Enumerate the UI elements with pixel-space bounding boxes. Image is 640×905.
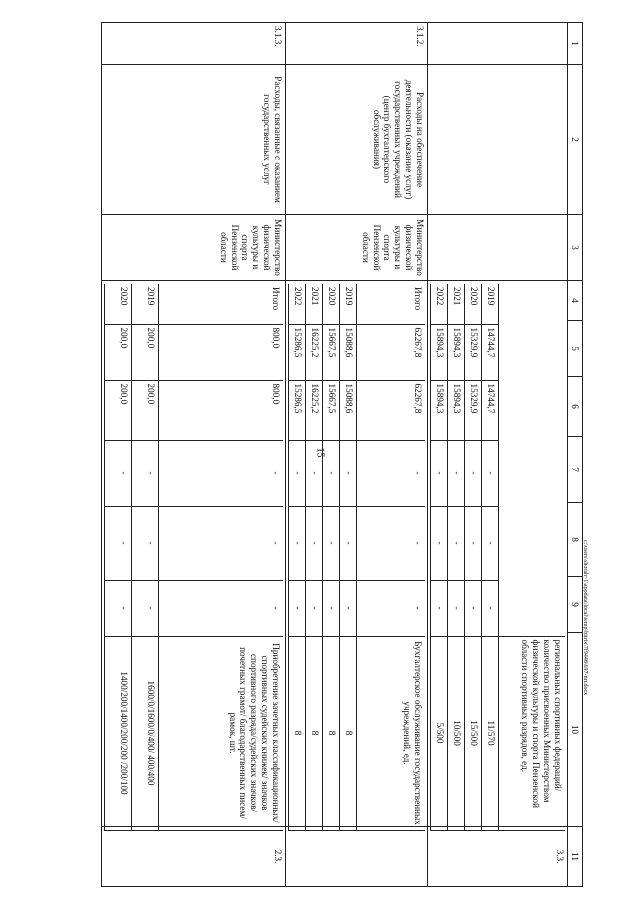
amount-cell: 200,0 <box>132 324 159 380</box>
amount-cell: - <box>159 440 284 506</box>
amount-cell: 15329,9 <box>465 324 482 380</box>
header-col-7: 7 <box>568 437 583 503</box>
year-cell: 2022 <box>431 284 448 324</box>
amount-cell: 15894,3 <box>431 324 448 380</box>
amount-cell: 14744,7 <box>482 324 499 380</box>
amount-cell: - <box>132 580 159 636</box>
cont-values-cell <box>428 281 568 827</box>
amount-cell: - <box>105 580 132 636</box>
amount-cell: - <box>306 440 323 506</box>
amount-cell: 15329,9 <box>465 380 482 440</box>
amount-cell: - <box>357 440 426 506</box>
item-name: Расходы, связанные с оказанием государственных услуг <box>102 65 286 215</box>
item-values-cell <box>286 281 428 827</box>
header-col-9: 9 <box>568 577 583 633</box>
amount-cell: 800,0 <box>159 380 284 440</box>
cont-indicator-text: региональных спортивных федераций/количество присвоенных Министерством физической культуры и спорта Пензенской области спортивных разрядов, ед. <box>499 636 566 830</box>
program-table <box>101 22 583 887</box>
amount-cell: - <box>323 440 340 506</box>
item-ref-cell: 2.3. <box>102 827 286 887</box>
amount-cell: - <box>306 580 323 636</box>
header-col-6: 6 <box>568 377 583 437</box>
amount-cell: - <box>159 580 284 636</box>
indicator-text: Приобретение зачетных классификационных/ спортивных судейских книжек/ значков спортивного разряда/судейских значков/почетных грамот/ благодарственных писем/рамок, шт. <box>159 636 284 830</box>
table-row <box>340 284 357 830</box>
amount-cell: - <box>289 580 306 636</box>
indicator-text: Бухгалтерское обслуживание государственных учреждений, ед. <box>357 636 426 830</box>
amount-cell: 15088,6 <box>340 380 357 440</box>
amount-cell: 15894,3 <box>431 380 448 440</box>
item-subtable <box>288 284 425 831</box>
amount-cell: - <box>132 440 159 506</box>
item-name: Расходы на обеспечение деятельности (оказание услуг) государственных учреждений (центр бухгалтерского обслуживания) <box>286 65 428 215</box>
amount-cell: - <box>323 506 340 580</box>
amount-cell: - <box>357 506 426 580</box>
amount-cell: 15088,6 <box>340 324 357 380</box>
table-row <box>105 284 132 830</box>
program-table-wrapper <box>65 22 640 886</box>
program-item-3-1-2 <box>286 23 428 887</box>
header-col-8: 8 <box>568 503 583 577</box>
amount-cell: - <box>431 440 448 506</box>
amount-cell: - <box>105 440 132 506</box>
table-row <box>465 284 482 830</box>
footer-file-path: c:\users\shorah~1\appdata\local\temp\bitrix\7f9448\697-пп.docx <box>582 540 588 696</box>
amount-cell: 15894,3 <box>448 324 465 380</box>
amount-cell: - <box>482 440 499 506</box>
cont-ref-cell: 3.3. <box>428 827 568 887</box>
indicator-value-cell: 8 <box>306 636 323 830</box>
cont-indicator-row <box>499 284 566 830</box>
amount-cell: - <box>340 580 357 636</box>
amount-cell: - <box>465 440 482 506</box>
indicator-value-cell: 15/500 <box>465 636 482 830</box>
year-cell: 2021 <box>306 284 323 324</box>
indicator-value-cell: 8 <box>323 636 340 830</box>
indicator-value-cell: 8 <box>289 636 306 830</box>
item-executor: Министерство физической культуры и спорта Пензенской области <box>102 215 286 281</box>
year-cell: 2021 <box>448 284 465 324</box>
amount-cell: - <box>482 506 499 580</box>
indicator-value-cell: 8 <box>340 636 357 830</box>
header-col-10: 10 <box>568 633 583 827</box>
table-row <box>289 284 306 830</box>
year-cell: 2020 <box>323 284 340 324</box>
amount-cell: - <box>357 580 426 636</box>
item-ref-cell <box>286 827 428 887</box>
amount-cell: - <box>465 580 482 636</box>
table-row <box>448 284 465 830</box>
amount-cell: - <box>448 506 465 580</box>
amount-cell: 200,0 <box>132 380 159 440</box>
indicator-value-cell: 11/570 <box>482 636 499 830</box>
item-number: 3.1.2. <box>286 23 428 65</box>
header-col-3: 3 <box>568 215 583 281</box>
total-row <box>159 284 284 830</box>
table-row <box>132 284 159 830</box>
total-label: Итого <box>159 284 284 324</box>
amount-cell: 15286,5 <box>289 380 306 440</box>
header-col-2: 2 <box>568 65 583 215</box>
amount-cell: 16225,2 <box>306 324 323 380</box>
total-row <box>357 284 426 830</box>
amount-cell: 15894,3 <box>448 380 465 440</box>
amount-cell: - <box>323 580 340 636</box>
amount-cell: - <box>289 506 306 580</box>
amount-cell: - <box>431 580 448 636</box>
item-number: 3.1.3. <box>102 23 286 65</box>
item-executor: Министерство физической культуры и спорта Пензенской области <box>286 215 428 281</box>
indicator-value-cell: 1400/200/1400/200/200 /200/100 <box>105 636 132 830</box>
amount-cell: - <box>159 506 284 580</box>
header-col-1: 1 <box>568 23 583 65</box>
page-number: 15 <box>314 447 326 458</box>
table-row <box>431 284 448 830</box>
year-cell: 2019 <box>132 284 159 324</box>
amount-cell: 200,0 <box>105 380 132 440</box>
year-cell: 2019 <box>482 284 499 324</box>
year-cell: 2020 <box>105 284 132 324</box>
amount-cell: - <box>448 580 465 636</box>
table-row <box>306 284 323 830</box>
program-item-3-1-3 <box>102 23 286 887</box>
table-row <box>323 284 340 830</box>
cont-num-cell <box>428 23 568 65</box>
amount-cell: 62267,8 <box>357 324 426 380</box>
year-cell: 2022 <box>289 284 306 324</box>
amount-cell: 15667,5 <box>323 380 340 440</box>
amount-cell: - <box>431 506 448 580</box>
amount-cell: 200,0 <box>105 324 132 380</box>
indicator-value-cell: 5/500 <box>431 636 448 830</box>
header-col-5: 5 <box>568 321 583 377</box>
item-subtable <box>104 284 283 831</box>
amount-cell: - <box>132 506 159 580</box>
cont-subtable <box>430 284 565 831</box>
amount-cell: - <box>340 506 357 580</box>
amount-cell: 14744,7 <box>482 380 499 440</box>
amount-cell: - <box>105 506 132 580</box>
amount-cell: - <box>448 440 465 506</box>
amount-cell: 16225,2 <box>306 380 323 440</box>
amount-cell: 62267,8 <box>357 380 426 440</box>
amount-cell: 800,0 <box>159 324 284 380</box>
header-col-4: 4 <box>568 281 583 321</box>
amount-cell: - <box>306 506 323 580</box>
amount-cell: - <box>289 440 306 506</box>
item-values-cell <box>102 281 286 827</box>
indicator-value-cell: 10/500 <box>448 636 465 830</box>
table-row <box>482 284 499 830</box>
amount-cell: - <box>340 440 357 506</box>
cont-exec-cell <box>428 215 568 281</box>
amount-cell: 15667,5 <box>323 324 340 380</box>
amount-cell: - <box>482 580 499 636</box>
year-cell: 2020 <box>465 284 482 324</box>
year-cell: 2019 <box>340 284 357 324</box>
continuation-block <box>428 23 568 887</box>
header-col-11: 11 <box>568 827 583 887</box>
header-row <box>568 23 583 887</box>
amount-cell: - <box>465 506 482 580</box>
total-label: Итого <box>357 284 426 324</box>
amount-cell: 15286,5 <box>289 324 306 380</box>
rotated-table-stage <box>65 22 583 886</box>
cont-name-cell <box>428 65 568 215</box>
indicator-value-cell: 1600/0/1600/0/400/ 400/400 <box>132 636 159 830</box>
